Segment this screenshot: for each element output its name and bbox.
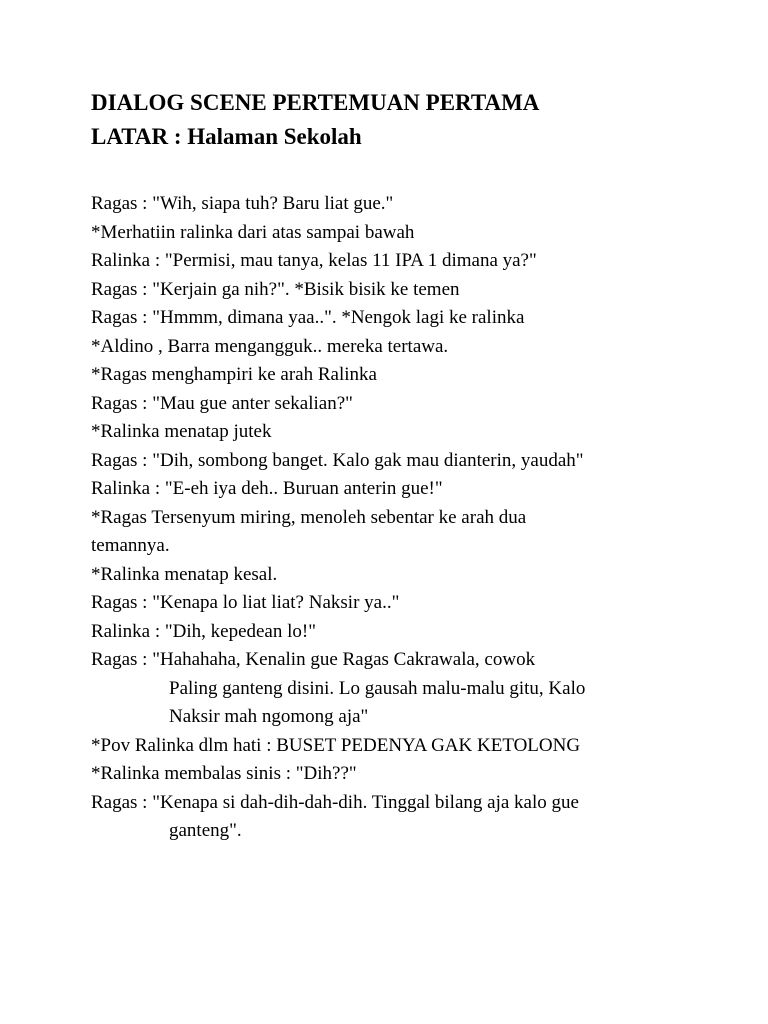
dialog-line: Ralinka : "E-eh iya deh.. Buruan anterin gue!" bbox=[91, 478, 443, 499]
dialog-line-continuation: Naksir mah ngomong aja" bbox=[169, 706, 369, 727]
dialog-line: Ragas : "Dih, sombong banget. Kalo gak mau dianterin, yaudah" bbox=[91, 449, 584, 471]
dialog-line-continuation: Paling ganteng disini. Lo gausah malu-malu gitu, Kalo bbox=[169, 677, 586, 699]
dialog-line: *Ralinka membalas sinis : "Dih??" bbox=[91, 763, 357, 784]
title-line: DIALOG SCENE PERTEMUAN PERTAMA bbox=[91, 90, 540, 115]
dialog-line-continuation: ganteng". bbox=[169, 820, 242, 841]
dialog-line: Ragas : "Kenapa si dah-dih-dah-dih. Tinggal bilang aja kalo gue bbox=[91, 791, 579, 813]
dialog-line: *Pov Ralinka dlm hati : BUSET PEDENYA GAK KETOLONG bbox=[91, 734, 581, 756]
dialog-line: temannya. bbox=[91, 535, 170, 556]
dialog-line: *Aldino , Barra mengangguk.. mereka tertawa. bbox=[91, 335, 449, 357]
dialog-line: *Ragas Tersenyum miring, menoleh sebentar ke arah dua bbox=[91, 506, 527, 528]
document-page bbox=[91, 86, 731, 846]
dialog-line: *Ralinka menatap jutek bbox=[91, 421, 272, 442]
dialog-line: Ragas : "Mau gue anter sekalian?" bbox=[91, 392, 353, 414]
dialog-line: *Ragas menghampiri ke arah Ralinka bbox=[91, 364, 377, 385]
dialog-line: *Ralinka menatap kesal. bbox=[91, 563, 278, 585]
document-title bbox=[91, 86, 731, 154]
dialog-line: Ralinka : "Permisi, mau tanya, kelas 11 IPA 1 dimana ya?" bbox=[91, 250, 537, 271]
dialog-line: Ragas : "Kenapa lo liat liat? Naksir ya.." bbox=[91, 592, 400, 613]
dialog-line: Ragas : "Hmmm, dimana yaa..". *Nengok lagi ke ralinka bbox=[91, 307, 525, 328]
dialog-line: Ragas : "Kerjain ga nih?". *Bisik bisik ke temen bbox=[91, 278, 460, 300]
dialog-body bbox=[91, 190, 731, 846]
dialog-line: *Merhatiin ralinka dari atas sampai bawah bbox=[91, 221, 415, 243]
dialog-line: Ragas : "Wih, siapa tuh? Baru liat gue." bbox=[91, 193, 394, 214]
dialog-line: Ragas : "Hahahaha, Kenalin gue Ragas Cakrawala, cowok bbox=[91, 649, 536, 670]
setting-line: LATAR : Halaman Sekolah bbox=[91, 124, 362, 149]
dialog-line: Ralinka : "Dih, kepedean lo!" bbox=[91, 620, 316, 642]
